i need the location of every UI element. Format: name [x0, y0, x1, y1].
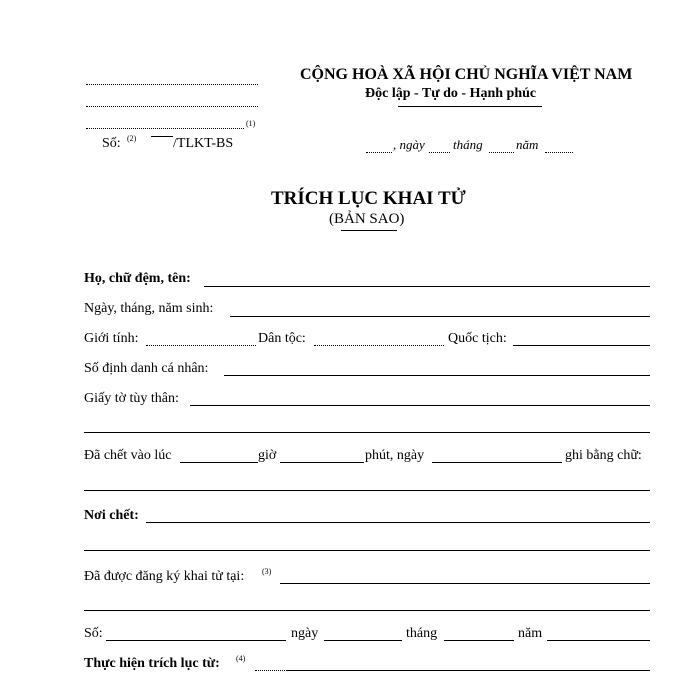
da-dang-ky-footnote: (3): [262, 567, 272, 576]
thuc-hien-footnote: (4): [236, 654, 246, 663]
label-giay-to: Giấy tờ tùy thân:: [84, 391, 179, 406]
field-giay-to[interactable]: [190, 405, 650, 406]
so-label: Số:: [102, 136, 121, 151]
label-da-dang-ky: Đã được đăng ký khai tử tại:: [84, 569, 245, 584]
date-month-line[interactable]: [489, 152, 514, 153]
document-subtitle: (BẢN SAO): [329, 211, 405, 227]
field-da-dang-ky-line-2[interactable]: [84, 610, 650, 611]
label-so: Số:: [84, 626, 103, 641]
label-gio: giờ: [258, 448, 277, 463]
field-da-dang-ky[interactable]: [280, 583, 650, 584]
field-date-in-words[interactable]: [84, 490, 650, 491]
document-title: TRÍCH LỤC KHAI TỬ: [271, 188, 466, 209]
field-hour[interactable]: [180, 462, 258, 463]
date-ngay-label: , ngày: [393, 137, 425, 152]
motto-underline: [398, 106, 542, 107]
field-giay-to-line-2[interactable]: [84, 432, 650, 433]
label-nam: năm: [518, 626, 543, 641]
motto: Độc lập - Tự do - Hạnh phúc: [365, 86, 537, 101]
field-noi-chet-line-2[interactable]: [84, 550, 650, 551]
field-thuc-hien[interactable]: [286, 670, 650, 671]
issuer-line-1[interactable]: [86, 84, 258, 85]
field-minute[interactable]: [280, 462, 364, 463]
field-ho-ten[interactable]: [204, 286, 650, 287]
label-ngay-sinh: Ngày, tháng, năm sinh:: [84, 301, 214, 316]
label-noi-chet: Nơi chết:: [84, 508, 139, 523]
field-so-dinh-danh[interactable]: [224, 375, 650, 376]
field-gioi-tinh[interactable]: [146, 345, 256, 346]
field-nam[interactable]: [547, 640, 650, 641]
label-ho-ten: Họ, chữ đệm, tên:: [84, 271, 191, 286]
field-ngay-sinh[interactable]: [230, 316, 650, 317]
issuer-line-3[interactable]: [86, 128, 244, 129]
so-number-line[interactable]: [151, 136, 173, 137]
field-noi-chet[interactable]: [146, 522, 650, 523]
field-death-date[interactable]: [432, 462, 562, 463]
so-suffix: /TLKT-BS: [173, 136, 234, 151]
field-so[interactable]: [106, 640, 286, 641]
issuer-line-2[interactable]: [86, 106, 258, 107]
date-place-line[interactable]: [366, 152, 392, 153]
label-quoc-tich: Quốc tịch:: [448, 331, 507, 346]
issuer-footnote: (1): [246, 119, 256, 128]
date-year-line[interactable]: [545, 152, 573, 153]
subtitle-underline: [341, 230, 397, 231]
field-ngay[interactable]: [324, 640, 402, 641]
date-nam-label: năm: [516, 137, 539, 152]
label-ngay: ngày: [291, 626, 319, 641]
country-name: CỘNG HOÀ XÃ HỘI CHỦ NGHĨA VIỆT NAM: [300, 66, 633, 83]
label-thang: tháng: [406, 626, 438, 641]
field-quoc-tich[interactable]: [513, 345, 650, 346]
label-so-dinh-danh: Số định danh cá nhân:: [84, 361, 209, 376]
label-thuc-hien: Thực hiện trích lục từ:: [84, 656, 220, 671]
field-thuc-hien-dots[interactable]: [255, 670, 285, 671]
field-thang[interactable]: [444, 640, 514, 641]
label-da-chet: Đã chết vào lúc: [84, 448, 172, 463]
date-thang-label: tháng: [453, 137, 483, 152]
label-gioi-tinh: Giới tính:: [84, 331, 139, 346]
so-footnote: (2): [127, 134, 137, 143]
label-phut-ngay: phút, ngày: [365, 448, 425, 463]
field-dan-toc[interactable]: [314, 345, 444, 346]
date-day-line[interactable]: [429, 152, 450, 153]
label-dan-toc: Dân tộc:: [258, 331, 306, 346]
label-ghi-bang-chu: ghi bằng chữ:: [565, 448, 642, 463]
